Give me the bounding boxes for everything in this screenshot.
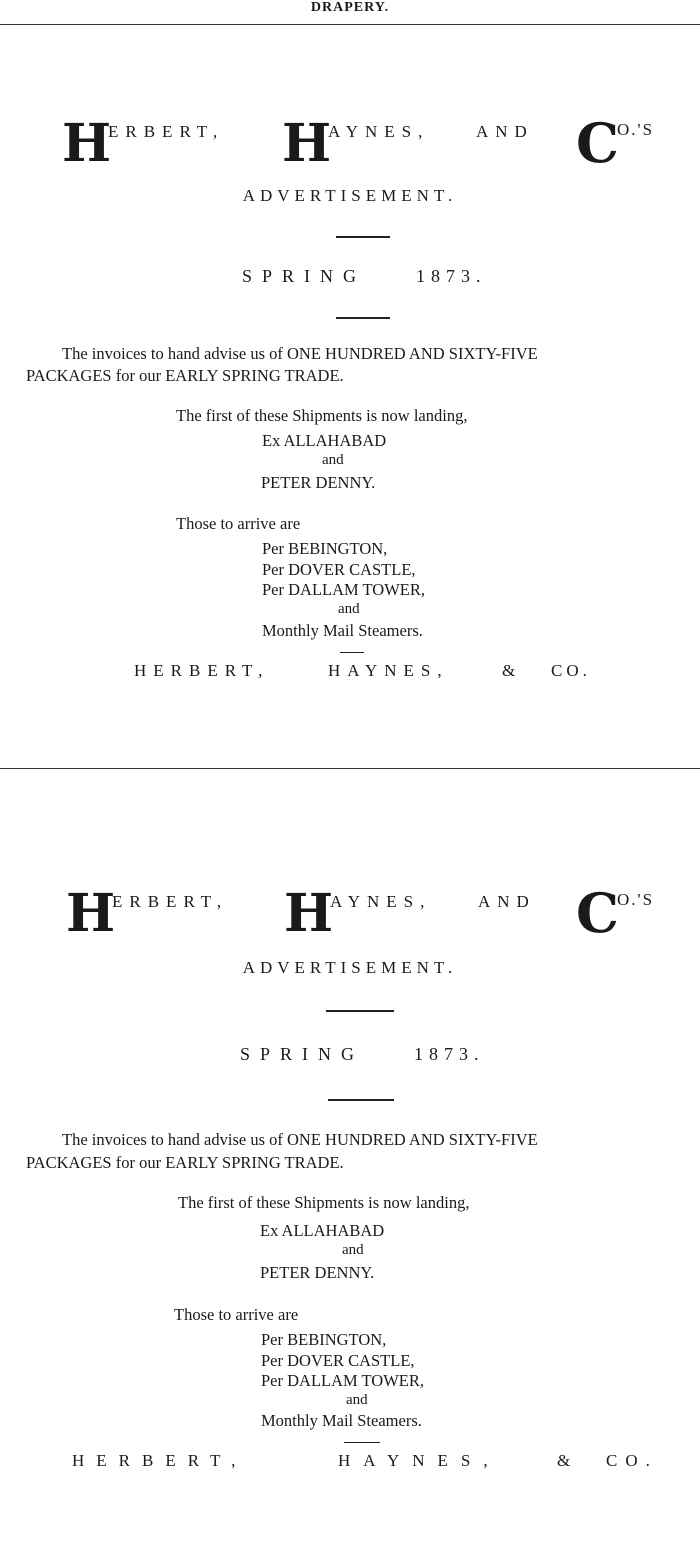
short-rule xyxy=(340,652,364,653)
advertisement-label: ADVERTISEMENT. xyxy=(242,958,458,977)
firm-word: O.'S xyxy=(617,890,655,909)
ship-name: Per BEBINGTON, xyxy=(262,539,388,558)
dash-rule xyxy=(328,1099,394,1101)
dash-rule xyxy=(336,236,390,238)
firm-name-heading xyxy=(0,111,700,178)
intro-text: The invoices to hand advise us of ONE HUNDRED AND SIXTY-FIVE xyxy=(62,1130,538,1149)
firm-name-heading xyxy=(0,881,700,948)
ship-name: PETER DENNY. xyxy=(260,1263,375,1282)
firm-word: AYNES, xyxy=(330,892,432,911)
initial-c: C xyxy=(576,881,619,945)
and-text: and xyxy=(322,452,344,468)
intro-text: PACKAGES for our EARLY SPRING TRADE. xyxy=(26,366,344,385)
season-label: SPRING xyxy=(240,1044,365,1064)
ship-name: PETER DENNY. xyxy=(261,473,376,492)
ship-name: Ex ALLAHABAD xyxy=(260,1221,385,1240)
mail-text: Monthly Mail Steamers. xyxy=(261,1411,422,1430)
year-label: 1873. xyxy=(416,266,487,286)
firm-word: AND xyxy=(476,122,534,141)
ship-name: Per DALLAM TOWER, xyxy=(261,1371,425,1390)
signature-word: HERBERT, xyxy=(134,661,270,680)
advertisement-label: ADVERTISEMENT. xyxy=(242,186,458,205)
landing-text: The first of these Shipments is now landing, xyxy=(176,406,468,425)
season-label: SPRING xyxy=(242,266,367,286)
intro-text: PACKAGES for our EARLY SPRING TRADE. xyxy=(26,1153,344,1172)
and-text: and xyxy=(338,601,360,617)
initial-h: H xyxy=(282,113,332,174)
ship-name: Per BEBINGTON, xyxy=(261,1330,387,1349)
initial-h: H xyxy=(62,113,112,174)
ship-name: Per DALLAM TOWER, xyxy=(262,580,426,599)
initial-h: H xyxy=(66,883,116,944)
ship-name: Ex ALLAHABAD xyxy=(262,431,387,450)
signature-word: CO. xyxy=(551,661,591,680)
dash-rule xyxy=(326,1010,394,1012)
short-rule xyxy=(344,1442,380,1443)
signature-word: HAYNES, xyxy=(328,661,449,680)
year-label: 1873. xyxy=(414,1044,485,1064)
firm-word: O.'S xyxy=(617,120,655,139)
signature-word: CO. xyxy=(606,1451,658,1470)
ship-name: Per DOVER CASTLE, xyxy=(261,1351,415,1370)
signature-word: HERBERT, xyxy=(72,1451,248,1470)
firm-word: AND xyxy=(478,892,536,911)
and-text: and xyxy=(346,1392,368,1408)
ship-name: Per DOVER CASTLE, xyxy=(262,560,416,579)
and-text: and xyxy=(342,1242,364,1258)
firm-word: ERBERT, xyxy=(108,122,225,141)
signature-word: HAYNES, xyxy=(338,1451,501,1470)
dash-rule xyxy=(336,317,390,319)
intro-text: The invoices to hand advise us of ONE HUNDRED AND SIXTY-FIVE xyxy=(62,344,538,363)
firm-word: AYNES, xyxy=(328,122,430,141)
arrive-text: Those to arrive are xyxy=(174,1305,299,1324)
section-heading: DRAPERY. xyxy=(310,0,390,15)
firm-word: ERBERT, xyxy=(112,892,229,911)
initial-h: H xyxy=(284,883,334,944)
section-divider xyxy=(0,768,700,769)
header-rule xyxy=(0,24,700,25)
signature-word: & xyxy=(502,661,523,680)
mail-text: Monthly Mail Steamers. xyxy=(262,621,423,640)
landing-text: The first of these Shipments is now landing, xyxy=(178,1193,470,1212)
signature-word: & xyxy=(557,1451,578,1470)
initial-c: C xyxy=(576,111,619,175)
arrive-text: Those to arrive are xyxy=(176,514,301,533)
